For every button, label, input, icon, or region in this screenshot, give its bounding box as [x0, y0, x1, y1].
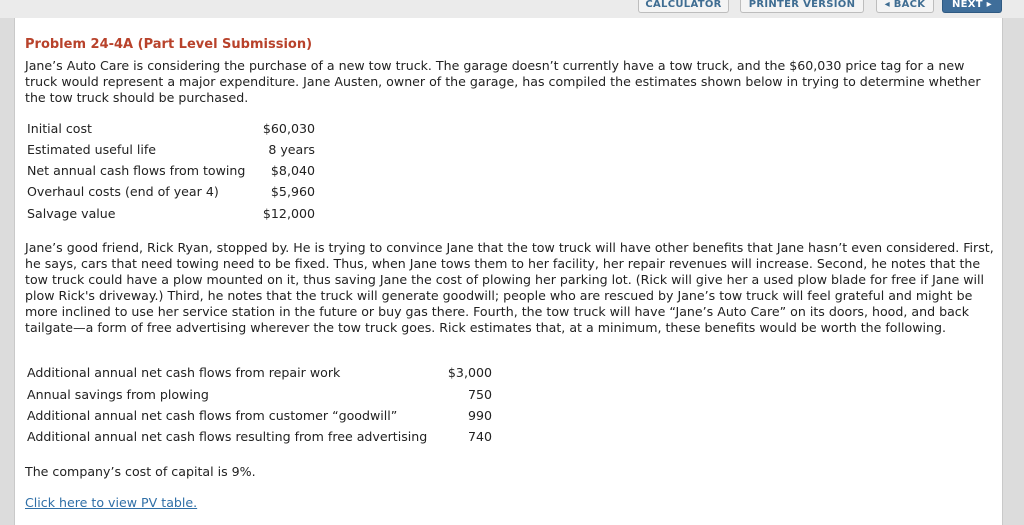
calculator-button[interactable]: CALCULATOR	[638, 0, 729, 13]
benefit-value: 990	[467, 408, 492, 423]
estimate-value: $8,040	[270, 163, 315, 178]
estimate-value: $60,030	[262, 121, 315, 136]
benefit-label: Annual savings from plowing	[27, 387, 209, 402]
estimate-label: Net annual cash flows from towing	[27, 163, 246, 178]
pv-table-link[interactable]: Click here to view PV table.	[25, 495, 198, 510]
estimate-label: Salvage value	[27, 206, 116, 221]
estimate-label: Estimated useful life	[27, 142, 157, 157]
next-button[interactable]: NEXT ▸	[942, 0, 1002, 13]
estimate-label: Initial cost	[27, 121, 92, 136]
problem-title: Problem 24-4A (Part Level Submission)	[25, 37, 313, 52]
problem-panel	[14, 18, 1003, 525]
problem-story: Jane’s good friend, Rick Ryan, stopped by. He is trying to convince Jane that the tow truck will have other benefits that Jane hasn’t even considered. First, he says, cars that need towing need to be fixed. Thus, when Jane tows them to her facility, her repair revenues will increase. Second, he notes that the tow truck could have a plow mounted on it, thus saving Jane the cost of plowing her parking lot. (Rick will give her a used plow blade for free if Jane will plow Rick's driveway.) Third, he notes that the truck will generate goodwill; people who are rescued by Jane’s tow truck will feel grateful and might be more inclined to use her service station in the future or buy gas there. Fourth, the tow truck will have “Jane’s Auto Care” on its doors, hood, and back tailgate—a form of free advertising wherever the tow truck goes. Rick estimates that, at a minimum, these benefits would be worth the following.	[25, 240, 994, 335]
estimate-value: 8 years	[268, 142, 315, 157]
benefit-value: 750	[467, 387, 492, 402]
back-button[interactable]: ◂ BACK	[876, 0, 934, 13]
cost-of-capital-text: The company’s cost of capital is 9%.	[25, 464, 256, 479]
estimate-value: $5,960	[270, 184, 315, 199]
benefit-value: $3,000	[447, 365, 492, 380]
benefit-label: Additional annual net cash flows from repair work	[27, 365, 341, 380]
benefit-label: Additional annual net cash flows from customer “goodwill”	[27, 408, 398, 423]
problem-intro: Jane’s Auto Care is considering the purchase of a new tow truck. The garage doesn’t currently have a tow truck, and the $60,030 price tag for a new truck would represent a major expenditure. Jane Austen, owner of the garage, has compiled the estimates shown below in trying to determine whether the tow truck should be purchased.	[25, 58, 981, 105]
benefit-label: Additional annual net cash flows resulting from free advertising	[27, 429, 428, 444]
top-toolbar	[0, 0, 1024, 18]
estimate-value: $12,000	[262, 206, 315, 221]
printer-version-button[interactable]: PRINTER VERSION	[740, 0, 864, 13]
benefit-value: 740	[467, 429, 492, 444]
estimate-label: Overhaul costs (end of year 4)	[27, 184, 219, 199]
